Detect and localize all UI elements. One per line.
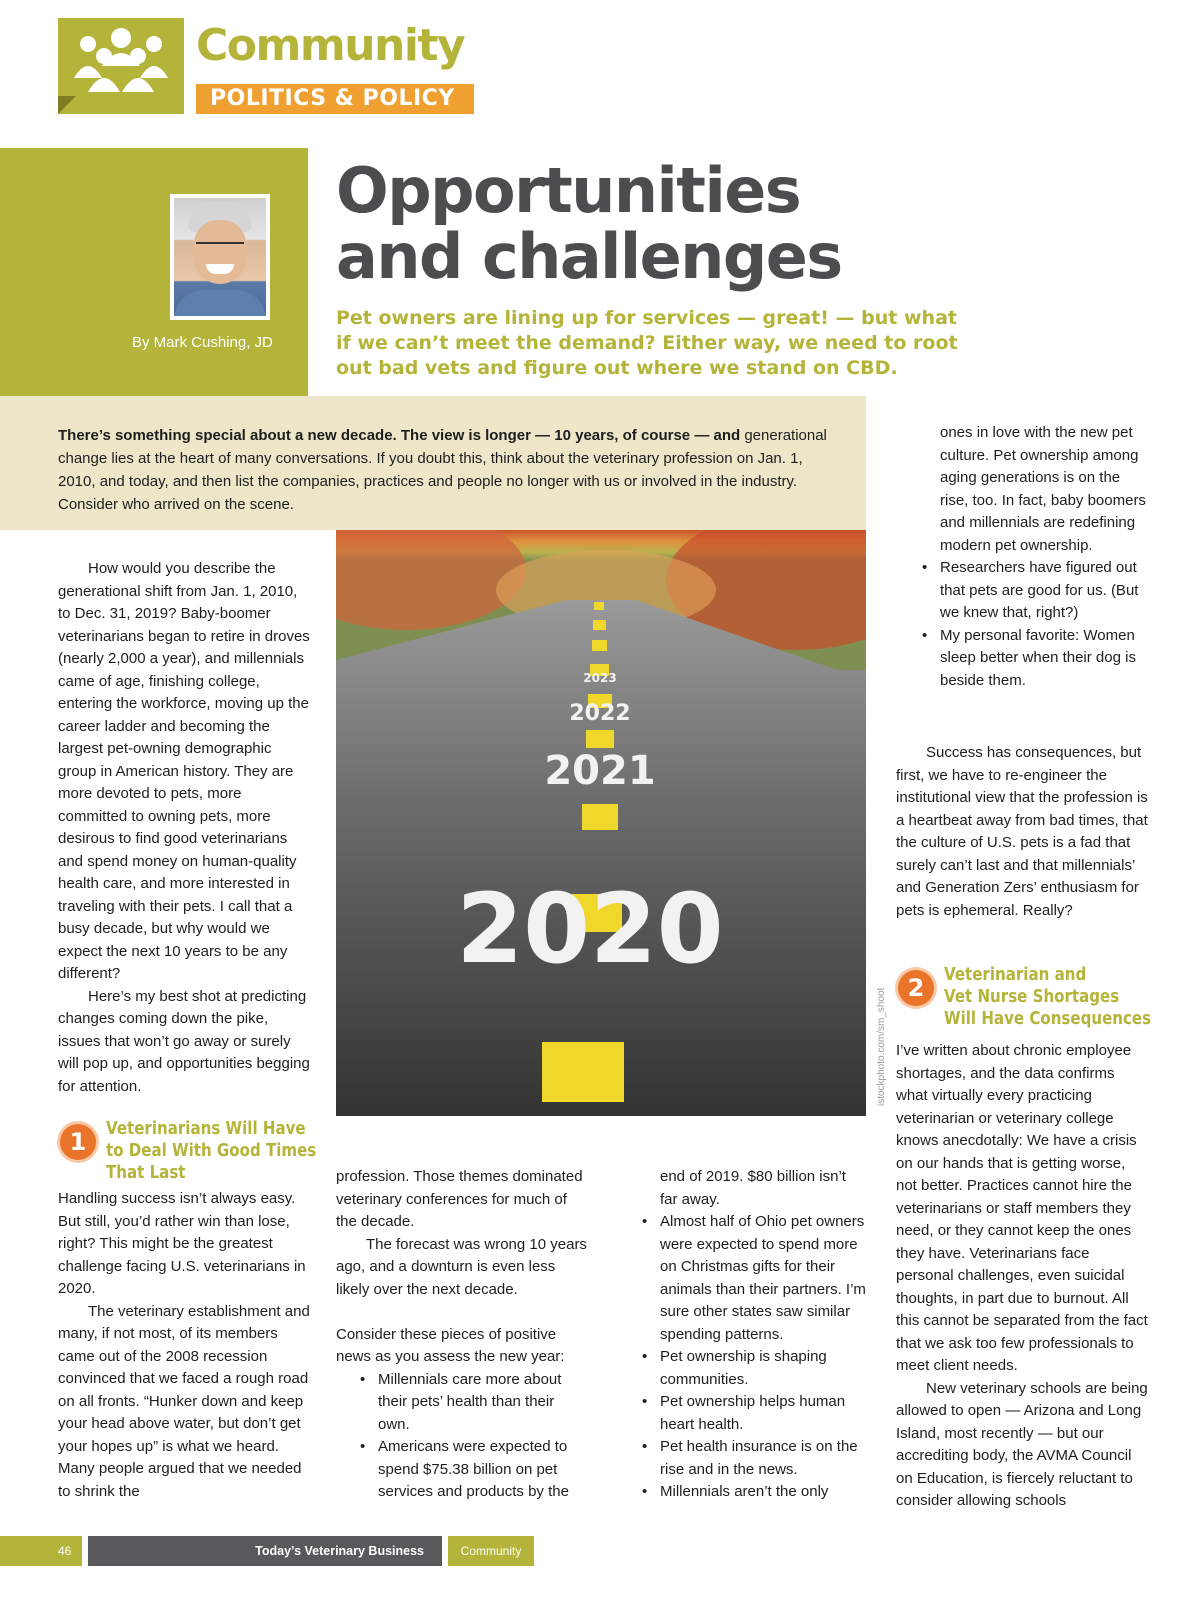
section-logo — [58, 18, 184, 114]
list-item: • Millennials aren’t the only — [638, 1481, 866, 1504]
section-2-heading-l1: Veterinarian and — [944, 965, 1087, 985]
paragraph: end of 2019. $80 billion isn’t far away. — [660, 1168, 846, 1208]
list-item: • Pet ownership is shaping communities. — [638, 1346, 866, 1391]
section-2-number: 2 — [898, 970, 934, 1006]
section-subtitle: POLITICS & POLICY — [196, 84, 474, 114]
people-group-icon — [66, 26, 176, 106]
headline — [336, 154, 1176, 293]
section-1-heading — [106, 1118, 316, 1184]
column-4-middle — [896, 742, 1150, 922]
bullet-list — [918, 557, 1150, 692]
intro-rest: generational change lies at the heart of many conversations. If you doubt this, think about the veterinary profession on Jan. 1, 2010, and today, and then list the companies, practices and people no longer with us or involved in the industry. Consider who arrived on the scene. — [58, 427, 827, 513]
section-2-heading-l2: Vet Nurse Shortages — [944, 987, 1120, 1007]
paragraph: profession. Those themes dominated veterinary conferences for much of the decade. — [336, 1168, 583, 1230]
road-year-2023: 2023 — [583, 671, 617, 685]
paragraph: Consider these pieces of positive news as you assess the new year: — [336, 1325, 565, 1365]
list-item: • Americans were expected to spend $75.38 billion on pet services and products by the — [356, 1436, 588, 1504]
page-number: 46 — [0, 1536, 82, 1566]
section-1-heading-l3: That Last — [106, 1163, 186, 1183]
road-year-2020: 2020 — [456, 873, 724, 985]
headline-line-2: and challenges — [336, 220, 842, 293]
footer-section: Community — [448, 1536, 534, 1566]
list-item: • Pet health insurance is on the rise and in the news. — [638, 1436, 866, 1481]
section-2-heading-l3: Will Have Consequences — [944, 1009, 1152, 1029]
column-4-top — [940, 422, 1150, 692]
list-item: • Pet ownership helps human heart health. — [638, 1391, 866, 1436]
logo-fold — [58, 96, 76, 114]
section-2-heading — [944, 964, 1151, 1030]
section-title: Community — [196, 20, 465, 71]
column-1 — [58, 558, 310, 1098]
paragraph: Here’s my best shot at predicting changes coming down the pike, issues that won’t go away or surely will pop up, and opportunities begging for attention. — [58, 987, 310, 1095]
intro-paragraph — [58, 424, 838, 516]
paragraph: The veterinary establishment and many, if not most, of its members came out of the 2008 recession convinced that we faced a rough road on all fronts. “Hunker down and keep your head above water, but don’t get your hopes up” is what we heard. Many people argued that we needed to shrink the — [58, 1302, 310, 1500]
bullet-list — [336, 1369, 588, 1504]
paragraph: Handling success isn’t always easy. But still, you’d rather win than lose, right? This might be the greatest challenge facing U.S. veterinarians in 2020. — [58, 1190, 306, 1297]
publication-name: Today’s Veterinary Business — [88, 1536, 442, 1566]
intro-lead: There’s something special about a new decade. The view is longer — 10 years, of course — and — [58, 427, 741, 444]
list-item: • My personal favorite: Women sleep better when their dog is beside them. — [918, 625, 1150, 693]
list-item: • Almost half of Ohio pet owners were expected to spend more on Christmas gifts for their animals than their partners. I’m sure other states saw similar spending patterns. — [638, 1211, 866, 1346]
road-year-2021: 2021 — [544, 748, 656, 794]
list-item: • Researchers have figured out that pets are good for us. (But we knew that, right?) — [918, 557, 1150, 625]
byline: By Mark Cushing, JD — [132, 334, 273, 351]
column-3 — [656, 1166, 866, 1504]
paragraph: How would you describe the generational shift from Jan. 1, 2010, to Dec. 31, 2019? Baby-boomer veterinarians began to retire in droves (nearly 2,000 a year), and millennials came of age, finishing college, entering the workforce, moving up the career ladder and becoming the largest pet-owning demographic group in American history. They are more devoted to pets, more committed to owning pets, more desirous to find good veterinarians and spend money on human-quality health care, and more interested in traveling with their pets. I call that a busy decade, but why would we expect the next 10 years to be any different? — [58, 560, 310, 982]
photo-credit: istockphoto.com/sm_shoot — [876, 987, 887, 1106]
section-1-number: 1 — [60, 1124, 96, 1160]
column-4-bottom — [896, 1040, 1150, 1513]
column-1-bottom — [58, 1188, 310, 1503]
column-2 — [336, 1166, 588, 1504]
headline-line-1: Opportunities — [336, 154, 801, 227]
paragraph: New veterinary schools are being allowed to open — Arizona and Long Island, most recently — but our accrediting body, the AVMA Council on Education, is fiercely reluctant to consider allowing schools — [896, 1379, 1148, 1509]
paragraph: ones in love with the new pet culture. Pet ownership among aging generations is on the rise, too. In fact, baby boomers and millennials are redefining modern pet ownership. — [940, 424, 1146, 554]
paragraph: The forecast was wrong 10 years ago, and a downturn is even less likely over the next decade. — [336, 1235, 587, 1298]
section-1-heading-l2: to Deal With Good Times — [106, 1141, 317, 1161]
deck: Pet owners are lining up for services — great! — but what if we can’t meet the demand? Either way, we need to root out bad vets and figure out where we stand on CBD. — [336, 307, 958, 379]
road-photo — [336, 530, 866, 1116]
paragraph: I’ve written about chronic employee shortages, and the data confirms what virtually every practicing veterinarian or veterinary college knows anecdotally: We have a crisis on our hands that is getting worse, not better. Practices cannot hire the veterinarians or staff members they need, or they cannot keep the ones they have. Veterinarians face personal challenges, even suicidal thoughts, in part due to burnout. All this cannot be separated from the fact that we ask too few professionals to meet client needs. — [896, 1042, 1148, 1374]
paragraph: Success has consequences, but first, we have to re-engineer the institutional view that the profession is a heartbeat away from bad times, that the culture of U.S. pets is a fad that surely can’t last and that millennials’ and Generation Zers’ enthusiasm for pets is ephemeral. Really? — [896, 744, 1148, 919]
section-1-heading-l1: Veterinarians Will Have — [106, 1119, 306, 1139]
list-item: • Millennials care more about their pets’ health than their own. — [356, 1369, 588, 1437]
road-year-2022: 2022 — [569, 701, 631, 726]
author-photo — [170, 194, 270, 320]
bullet-list — [638, 1211, 866, 1504]
